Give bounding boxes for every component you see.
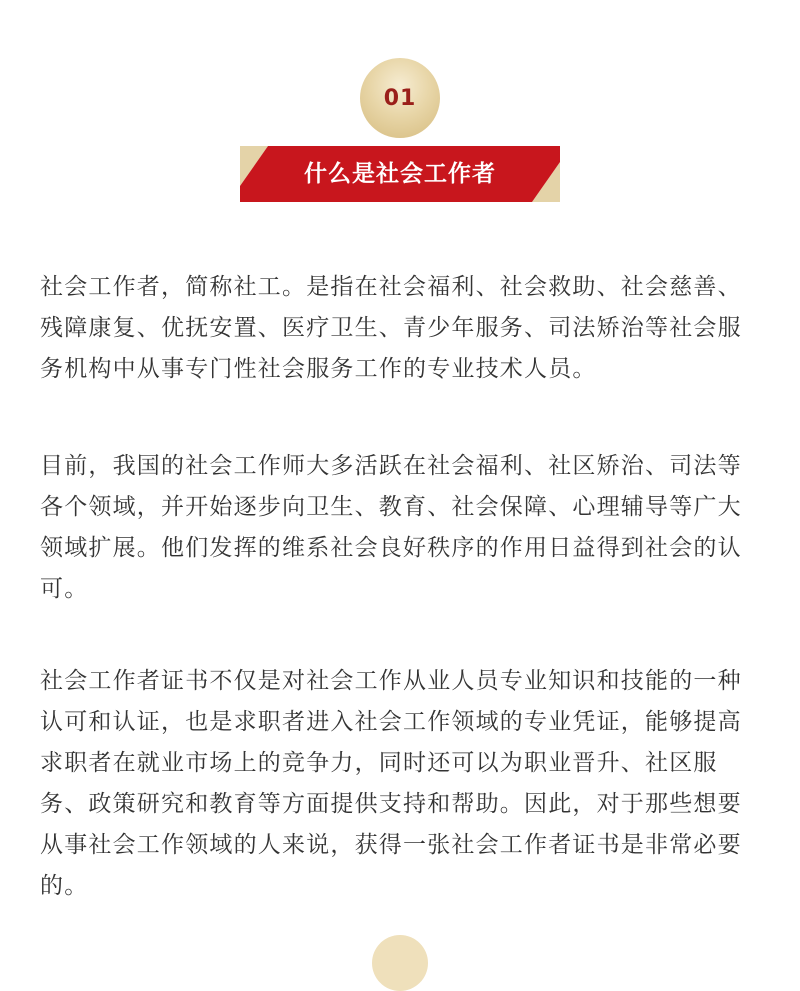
section-title: 什么是社会工作者 [304, 161, 496, 187]
section-number: 01 [383, 85, 417, 111]
section-number-badge [360, 58, 440, 138]
paragraph-current-fields: 目前，我国的社会工作师大多活跃在社会福利、社区矫治、司法等各个领域，并开始逐步向卫生、教育、社会保障、心理辅导等广大领域扩展。他们发挥的维系社会良好秩序的作用日益得到社会的认可。 [40, 453, 742, 602]
next-section-badge [372, 935, 428, 991]
paragraph-definition: 社会工作者，简称社工。是指在社会福利、社会救助、社会慈善、残障康复、优抚安置、医疗卫生、青少年服务、司法矫治等社会服务机构中从事专门性社会服务工作的专业技术人员。 [40, 274, 742, 382]
paragraph-certificate-value: 社会工作者证书不仅是对社会工作从业人员专业知识和技能的一种认可和认证，也是求职者进入社会工作领域的专业凭证，能够提高求职者在就业市场上的竞争力，同时还可以为职业晋升、社区服务、政策研究和教育等方面提供支持和帮助。因此，对于那些想要从事社会工作领域的人来说，获得一张社会工作者证书是非常必要的。 [40, 668, 742, 899]
section-title-banner [240, 146, 560, 202]
